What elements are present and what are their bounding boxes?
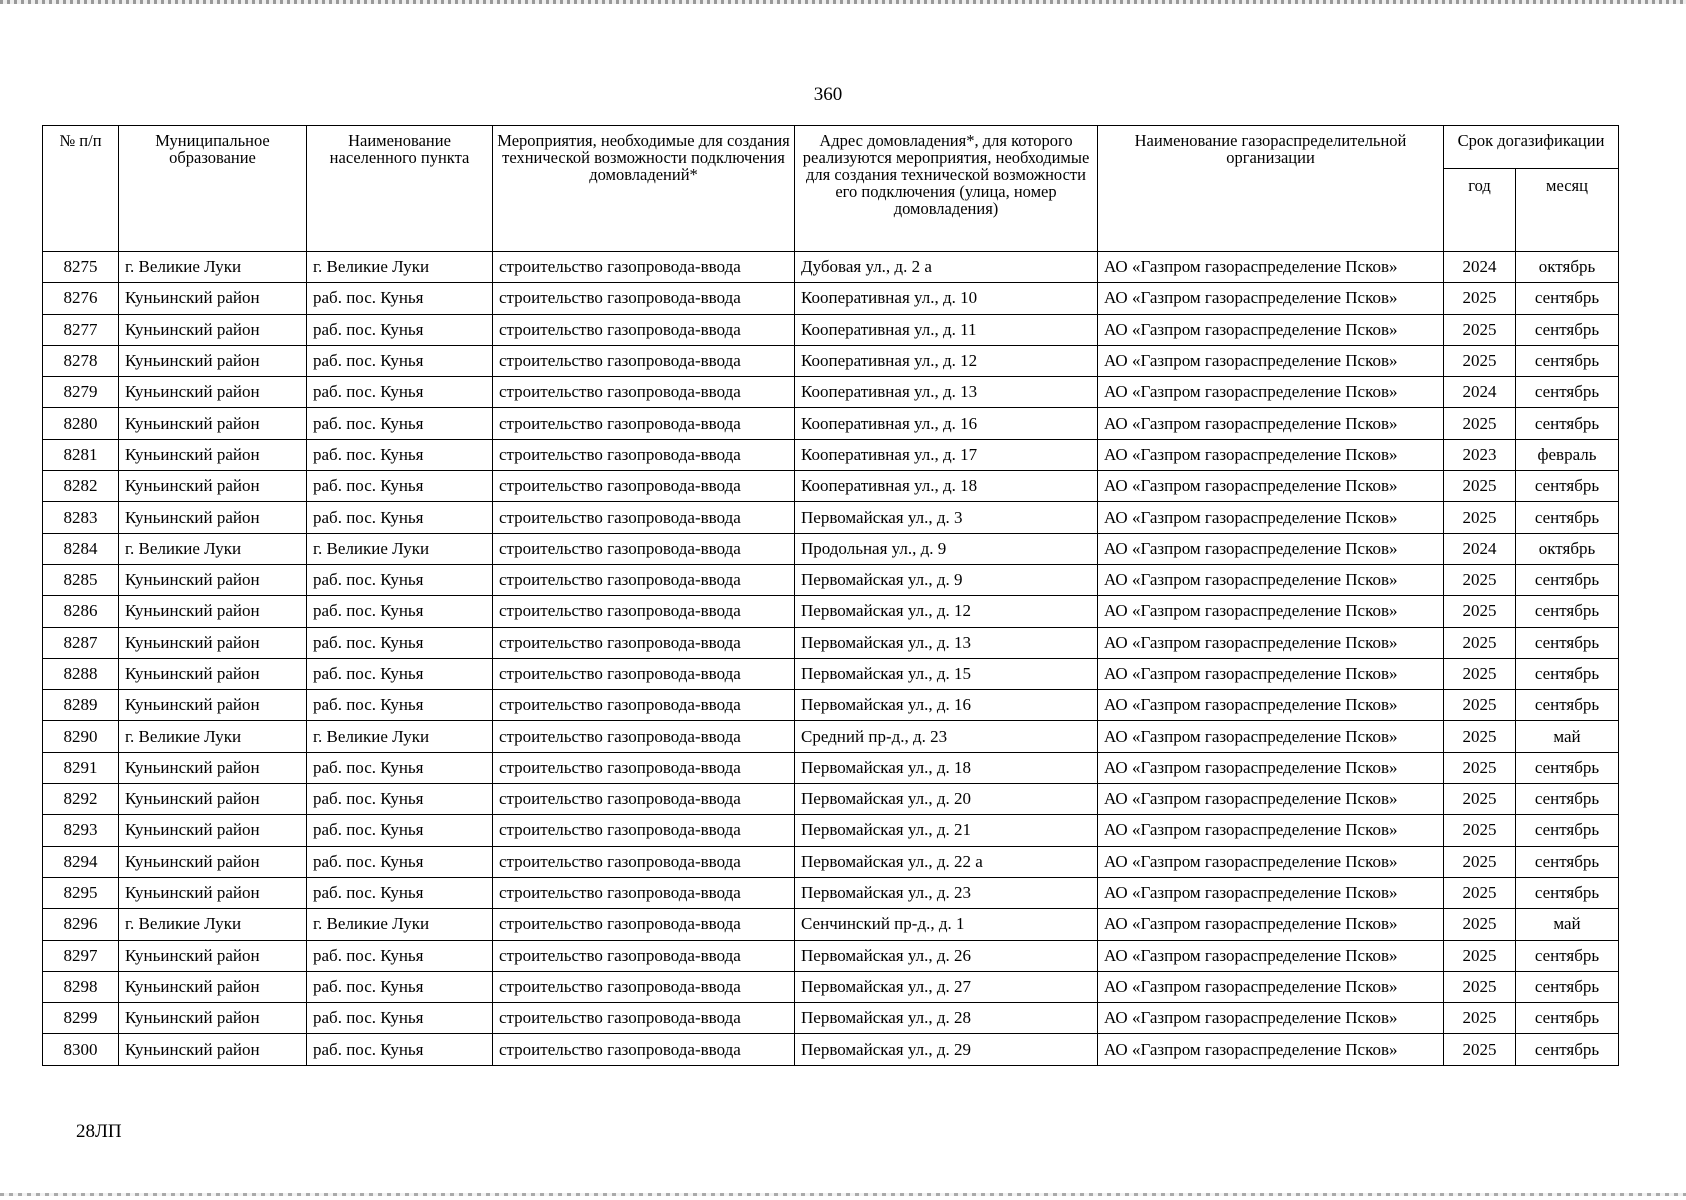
header-year: год [1444,169,1516,252]
row-organization: АО «Газпром газораспределение Псков» [1098,439,1444,470]
table-row [43,690,1619,721]
row-year: 2025 [1444,408,1516,439]
row-measures: строительство газопровода-ввода [493,877,795,908]
row-organization: АО «Газпром газораспределение Псков» [1098,345,1444,376]
row-year: 2025 [1444,846,1516,877]
row-month: сентябрь [1516,377,1619,408]
row-month: сентябрь [1516,971,1619,1002]
row-settlement: раб. пос. Кунья [307,408,493,439]
row-municipality: Куньинский район [119,752,307,783]
row-measures: строительство газопровода-ввода [493,1034,795,1065]
row-municipality: Куньинский район [119,564,307,595]
gasification-table [42,125,1619,1066]
table-row [43,658,1619,689]
row-organization: АО «Газпром газораспределение Псков» [1098,252,1444,283]
header-num: № п/п [43,126,119,252]
row-address: Первомайская ул., д. 29 [795,1034,1098,1065]
row-measures: строительство газопровода-ввода [493,533,795,564]
row-settlement: г. Великие Луки [307,533,493,564]
row-address: Кооперативная ул., д. 16 [795,408,1098,439]
row-municipality: Куньинский район [119,408,307,439]
row-num: 8293 [43,815,119,846]
table-row [43,377,1619,408]
table-row [43,502,1619,533]
scan-edge-bottom [0,1193,1686,1196]
row-month: сентябрь [1516,283,1619,314]
row-municipality: Куньинский район [119,283,307,314]
row-month: сентябрь [1516,564,1619,595]
row-municipality: Куньинский район [119,846,307,877]
row-num: 8297 [43,940,119,971]
row-measures: строительство газопровода-ввода [493,502,795,533]
row-measures: строительство газопровода-ввода [493,564,795,595]
row-address: Первомайская ул., д. 12 [795,596,1098,627]
row-municipality: Куньинский район [119,502,307,533]
row-measures: строительство газопровода-ввода [493,909,795,940]
row-year: 2025 [1444,1003,1516,1034]
row-settlement: раб. пос. Кунья [307,752,493,783]
table-row [43,471,1619,502]
row-num: 8281 [43,439,119,470]
row-address: Первомайская ул., д. 13 [795,627,1098,658]
row-address: Продольная ул., д. 9 [795,533,1098,564]
row-settlement: раб. пос. Кунья [307,815,493,846]
row-municipality: Куньинский район [119,439,307,470]
row-month: май [1516,721,1619,752]
row-organization: АО «Газпром газораспределение Псков» [1098,408,1444,439]
row-year: 2025 [1444,721,1516,752]
table-row [43,1034,1619,1065]
row-address: Кооперативная ул., д. 11 [795,314,1098,345]
row-organization: АО «Газпром газораспределение Псков» [1098,784,1444,815]
row-measures: строительство газопровода-ввода [493,658,795,689]
row-num: 8278 [43,345,119,376]
row-organization: АО «Газпром газораспределение Псков» [1098,721,1444,752]
row-measures: строительство газопровода-ввода [493,815,795,846]
row-address: Первомайская ул., д. 26 [795,940,1098,971]
row-year: 2025 [1444,909,1516,940]
row-month: сентябрь [1516,502,1619,533]
row-address: Первомайская ул., д. 27 [795,971,1098,1002]
row-num: 8284 [43,533,119,564]
row-settlement: раб. пос. Кунья [307,877,493,908]
row-measures: строительство газопровода-ввода [493,471,795,502]
row-num: 8282 [43,471,119,502]
row-settlement: раб. пос. Кунья [307,345,493,376]
row-organization: АО «Газпром газораспределение Псков» [1098,658,1444,689]
row-municipality: г. Великие Луки [119,909,307,940]
row-address: Кооперативная ул., д. 12 [795,345,1098,376]
row-month: май [1516,909,1619,940]
row-settlement: раб. пос. Кунья [307,658,493,689]
row-year: 2025 [1444,502,1516,533]
row-year: 2025 [1444,658,1516,689]
row-measures: строительство газопровода-ввода [493,252,795,283]
row-municipality: Куньинский район [119,471,307,502]
row-measures: строительство газопровода-ввода [493,283,795,314]
row-address: Первомайская ул., д. 15 [795,658,1098,689]
row-measures: строительство газопровода-ввода [493,1003,795,1034]
row-settlement: раб. пос. Кунья [307,596,493,627]
row-address: Кооперативная ул., д. 10 [795,283,1098,314]
row-settlement: г. Великие Луки [307,252,493,283]
row-month: сентябрь [1516,408,1619,439]
row-month: сентябрь [1516,877,1619,908]
row-num: 8277 [43,314,119,345]
row-year: 2025 [1444,940,1516,971]
row-settlement: раб. пос. Кунья [307,564,493,595]
row-year: 2024 [1444,252,1516,283]
row-measures: строительство газопровода-ввода [493,971,795,1002]
row-month: сентябрь [1516,658,1619,689]
table-row [43,784,1619,815]
header-measures: Мероприятия, необходимые для создания технической возможности подключения домовладений* [493,126,795,252]
row-address: Первомайская ул., д. 28 [795,1003,1098,1034]
row-year: 2025 [1444,784,1516,815]
row-municipality: Куньинский район [119,815,307,846]
row-month: сентябрь [1516,471,1619,502]
row-num: 8296 [43,909,119,940]
row-year: 2025 [1444,1034,1516,1065]
row-settlement: раб. пос. Кунья [307,1034,493,1065]
row-organization: АО «Газпром газораспределение Псков» [1098,533,1444,564]
table-row [43,596,1619,627]
row-settlement: раб. пос. Кунья [307,690,493,721]
header-address: Адрес домовладения*, для которого реализуются мероприятия, необходимые для создания технической возможности его подключения (улица, номер домовладения) [795,126,1098,252]
row-address: Кооперативная ул., д. 13 [795,377,1098,408]
row-settlement: г. Великие Луки [307,721,493,752]
row-month: сентябрь [1516,1034,1619,1065]
row-address: Сенчинский пр-д., д. 1 [795,909,1098,940]
row-settlement: раб. пос. Кунья [307,1003,493,1034]
row-num: 8295 [43,877,119,908]
row-address: Кооперативная ул., д. 18 [795,471,1098,502]
row-measures: строительство газопровода-ввода [493,940,795,971]
row-year: 2024 [1444,533,1516,564]
row-year: 2025 [1444,596,1516,627]
row-measures: строительство газопровода-ввода [493,721,795,752]
row-address: Дубовая ул., д. 2 а [795,252,1098,283]
row-settlement: раб. пос. Кунья [307,627,493,658]
table-row [43,408,1619,439]
row-num: 8300 [43,1034,119,1065]
row-measures: строительство газопровода-ввода [493,377,795,408]
row-num: 8275 [43,252,119,283]
row-organization: АО «Газпром газораспределение Псков» [1098,815,1444,846]
row-num: 8292 [43,784,119,815]
table-row [43,846,1619,877]
row-organization: АО «Газпром газораспределение Псков» [1098,1034,1444,1065]
row-organization: АО «Газпром газораспределение Псков» [1098,909,1444,940]
row-municipality: Куньинский район [119,314,307,345]
footer-mark: 28ЛП [76,1121,122,1142]
row-num: 8290 [43,721,119,752]
table-row [43,345,1619,376]
header-organization: Наименование газораспределительной организации [1098,126,1444,252]
row-month: сентябрь [1516,345,1619,376]
row-measures: строительство газопровода-ввода [493,408,795,439]
row-municipality: Куньинский район [119,690,307,721]
row-year: 2023 [1444,439,1516,470]
row-settlement: раб. пос. Кунья [307,846,493,877]
row-measures: строительство газопровода-ввода [493,439,795,470]
row-num: 8279 [43,377,119,408]
table-row [43,971,1619,1002]
row-num: 8299 [43,1003,119,1034]
row-year: 2025 [1444,471,1516,502]
row-organization: АО «Газпром газораспределение Псков» [1098,596,1444,627]
table-row [43,252,1619,283]
row-year: 2025 [1444,627,1516,658]
row-address: Первомайская ул., д. 23 [795,877,1098,908]
row-municipality: г. Великие Луки [119,533,307,564]
table-row [43,721,1619,752]
table-row [43,1003,1619,1034]
row-municipality: Куньинский район [119,627,307,658]
row-num: 8288 [43,658,119,689]
row-organization: АО «Газпром газораспределение Псков» [1098,752,1444,783]
row-measures: строительство газопровода-ввода [493,846,795,877]
table-row [43,627,1619,658]
row-organization: АО «Газпром газораспределение Псков» [1098,690,1444,721]
row-num: 8280 [43,408,119,439]
page-number: 360 [813,84,843,105]
table-row [43,909,1619,940]
row-year: 2025 [1444,345,1516,376]
row-organization: АО «Газпром газораспределение Псков» [1098,846,1444,877]
header-municipality: Муниципальное образование [119,126,307,252]
table-body [43,252,1619,1066]
row-address: Первомайская ул., д. 3 [795,502,1098,533]
row-municipality: г. Великие Луки [119,252,307,283]
row-organization: АО «Газпром газораспределение Псков» [1098,314,1444,345]
row-organization: АО «Газпром газораспределение Псков» [1098,564,1444,595]
row-municipality: Куньинский район [119,658,307,689]
row-municipality: Куньинский район [119,877,307,908]
header-deadline-group: Срок догазификации [1444,126,1619,169]
row-municipality: Куньинский район [119,377,307,408]
row-month: сентябрь [1516,1003,1619,1034]
row-organization: АО «Газпром газораспределение Псков» [1098,877,1444,908]
row-settlement: г. Великие Луки [307,909,493,940]
row-address: Первомайская ул., д. 21 [795,815,1098,846]
row-year: 2024 [1444,377,1516,408]
row-settlement: раб. пос. Кунья [307,971,493,1002]
row-measures: строительство газопровода-ввода [493,752,795,783]
row-address: Первомайская ул., д. 20 [795,784,1098,815]
table-row [43,314,1619,345]
row-month: сентябрь [1516,596,1619,627]
row-address: Первомайская ул., д. 16 [795,690,1098,721]
row-address: Первомайская ул., д. 9 [795,564,1098,595]
row-year: 2025 [1444,690,1516,721]
table-row [43,815,1619,846]
row-year: 2025 [1444,314,1516,345]
row-settlement: раб. пос. Кунья [307,377,493,408]
row-organization: АО «Газпром газораспределение Псков» [1098,283,1444,314]
row-year: 2025 [1444,283,1516,314]
row-organization: АО «Газпром газораспределение Псков» [1098,627,1444,658]
row-address: Кооперативная ул., д. 17 [795,439,1098,470]
row-year: 2025 [1444,752,1516,783]
row-municipality: г. Великие Луки [119,721,307,752]
row-settlement: раб. пос. Кунья [307,940,493,971]
row-num: 8276 [43,283,119,314]
scan-edge-top [0,0,1686,4]
row-organization: АО «Газпром газораспределение Псков» [1098,940,1444,971]
row-settlement: раб. пос. Кунья [307,502,493,533]
row-organization: АО «Газпром газораспределение Псков» [1098,502,1444,533]
row-year: 2025 [1444,971,1516,1002]
row-address: Первомайская ул., д. 22 а [795,846,1098,877]
table-row [43,877,1619,908]
row-month: октябрь [1516,533,1619,564]
row-measures: строительство газопровода-ввода [493,596,795,627]
row-num: 8289 [43,690,119,721]
row-municipality: Куньинский район [119,971,307,1002]
row-organization: АО «Газпром газораспределение Псков» [1098,1003,1444,1034]
row-settlement: раб. пос. Кунья [307,283,493,314]
table-row [43,564,1619,595]
row-num: 8291 [43,752,119,783]
row-month: сентябрь [1516,690,1619,721]
row-num: 8298 [43,971,119,1002]
row-municipality: Куньинский район [119,940,307,971]
table-row [43,283,1619,314]
table-row [43,533,1619,564]
row-num: 8287 [43,627,119,658]
row-measures: строительство газопровода-ввода [493,314,795,345]
row-measures: строительство газопровода-ввода [493,345,795,376]
row-month: сентябрь [1516,815,1619,846]
row-address: Первомайская ул., д. 18 [795,752,1098,783]
row-address: Средний пр-д., д. 23 [795,721,1098,752]
row-settlement: раб. пос. Кунья [307,784,493,815]
row-measures: строительство газопровода-ввода [493,784,795,815]
row-year: 2025 [1444,815,1516,846]
row-organization: АО «Газпром газораспределение Псков» [1098,471,1444,502]
row-municipality: Куньинский район [119,596,307,627]
row-measures: строительство газопровода-ввода [493,627,795,658]
row-settlement: раб. пос. Кунья [307,439,493,470]
row-num: 8283 [43,502,119,533]
row-settlement: раб. пос. Кунья [307,471,493,502]
row-settlement: раб. пос. Кунья [307,314,493,345]
row-month: февраль [1516,439,1619,470]
table-row [43,752,1619,783]
row-month: сентябрь [1516,784,1619,815]
row-num: 8285 [43,564,119,595]
table-row [43,439,1619,470]
row-num: 8286 [43,596,119,627]
table-row [43,940,1619,971]
row-municipality: Куньинский район [119,784,307,815]
row-month: сентябрь [1516,314,1619,345]
row-year: 2025 [1444,877,1516,908]
row-municipality: Куньинский район [119,345,307,376]
row-month: сентябрь [1516,940,1619,971]
row-month: сентябрь [1516,752,1619,783]
row-municipality: Куньинский район [119,1034,307,1065]
row-month: сентябрь [1516,627,1619,658]
row-num: 8294 [43,846,119,877]
row-organization: АО «Газпром газораспределение Псков» [1098,971,1444,1002]
row-organization: АО «Газпром газораспределение Псков» [1098,377,1444,408]
row-month: октябрь [1516,252,1619,283]
row-municipality: Куньинский район [119,1003,307,1034]
table-header-row [43,126,1619,169]
row-year: 2025 [1444,564,1516,595]
row-measures: строительство газопровода-ввода [493,690,795,721]
header-settlement: Наименование населенного пункта [307,126,493,252]
row-month: сентябрь [1516,846,1619,877]
header-month: месяц [1516,169,1619,252]
